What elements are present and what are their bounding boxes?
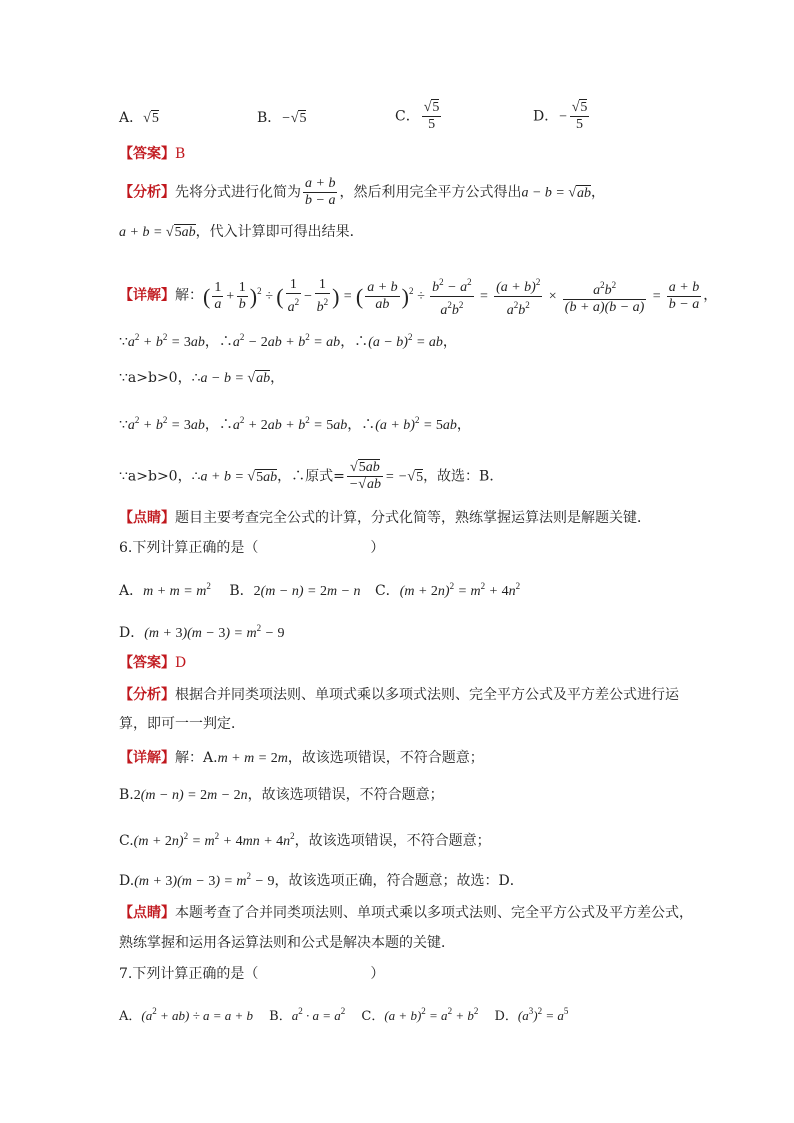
q7-option-c[interactable]: C．$(a + b)^2 = a^2 + b^2$ [361,1006,479,1024]
q6-detail-a [119,748,484,769]
detail-label: B. [119,787,134,803]
q6-stem: 6.下列计算正确的是（ ） [119,540,385,556]
detail-tag: 【详解】 [119,287,175,304]
point-text: 本题考查了合并同类项法则、单项式乘以多项式法则、完全平方公式及平方差公式， [175,905,693,921]
analysis-tag: 【分析】 [119,184,175,201]
formula: $\frac{√5ab}{-√ab}$ [348,460,381,492]
step-text: ，故选：B． [423,468,504,485]
q7-stem: 7.下列计算正确的是（ ） [119,966,385,982]
q6-point-line1 [119,903,693,923]
q5-point-line [119,508,651,528]
formula: $a^2 + b^2 = 3ab$ [127,332,205,350]
analysis-tag: 【分析】 [119,687,175,703]
detail-text: ，故该选项错误，不符合题意； [247,787,444,803]
q6-analysis-line2: 算，即可一一判定． [119,716,245,732]
answer-tag: 【答案】 [119,146,175,162]
detail-text: ，故该选项正确，符合题意；故选：D． [274,873,524,889]
answer-tag: 【答案】 [119,655,175,671]
analysis-text: 根据合并同类项法则、单项式乘以多项式法则、完全平方公式及平方差公式进行运 [175,687,679,703]
formula: a + b = √5ab [119,225,196,240]
q7-option-d[interactable]: D．$(a^3)^2 = a^5$ [494,1006,569,1024]
step-text: ∵a>b>0，∴ [119,468,201,485]
q7-option-b[interactable]: B．$a^2 \cdot a = a^2$ [269,1006,346,1024]
formula: a − b = √ab [521,185,592,201]
analysis-text: ， [591,184,606,201]
q5-step4 [119,460,503,493]
detail-text: ，故该选项错误，不符合题意； [287,750,484,766]
q5-step1: $\because a^2 + b^2 = 3ab$，$\therefore a^2 - 2ab + b^2$ = ab，∴(a − b)$^2$ = ab， [119,332,457,350]
q5-option-a[interactable]: A．√5 [119,110,159,126]
step-text: ，∴ [204,334,233,350]
detail-text: 解：A. [175,750,218,766]
formula: m + m = 2m [217,751,288,766]
step-text: ∵a>b>0，∴ [119,370,201,386]
detail-label: D. [119,873,135,889]
analysis-text: ，代入计算即可得出结果． [195,224,364,240]
q6-detail-c [119,826,491,852]
step-text: ，∴ [340,334,369,350]
step-text: ，∴ [347,417,376,433]
q7-option-a[interactable]: A．$(a^2 + ab) \div a = a + b$ [119,1006,254,1024]
q6-options-row1 [119,576,520,602]
formula: a + b = √5ab [200,469,278,485]
analysis-text: ，然后利用完全平方公式得出 [339,184,522,201]
detail-label: C. [119,833,134,849]
formula: $a^2 - 2ab + b^2$ = ab [232,332,341,350]
q5-option-d[interactable]: D．− $\frac{√5}{5}$ [533,100,588,132]
q6-option-b[interactable]: B．2(m − n) = 2m − n [229,583,361,599]
fraction-a-plus-b-over-b-minus-a: $\frac{a + b}{b - a}$ [305,176,336,208]
q6-analysis-line1 [119,685,679,705]
q6-point-line2: 熟练掌握和运用各运算法则和公式是解决本题的关键． [119,935,455,951]
q6-option-d[interactable]: D．$(m + 3)(m - 3) = m^2 - 9$ [119,623,285,641]
q7-options [119,1001,568,1027]
step-text: ， [270,370,285,386]
step-text: ∵ [119,417,128,433]
q5-answer-line [119,144,185,164]
q5-step3: $\because a^2 + b^2 = 3ab$，$\therefore a^2 + 2ab + b^2 = 5ab$，∴(a + b)$^2$ = 5ab， [119,415,471,433]
q5-detail-line: 【详解】解：( $\frac{1}{a}$ + $\frac{1}{b}$ )$^2$ ÷ ( $\frac{1}{a^2}$ − $\frac{1}{b^2}$ ) = ( $\frac{a + b}{ab}$ )$^2$ ÷ $\frac{b^2 - a^2}{a^2b^2}$ = $\frac{(a + b)^2}{a^2b^2}$ × $\frac{a^2b^2}{(b + a)(b - a)}$ = $\frac{a + b}{b - a}$ ， [119,274,717,319]
point-tag: 【点睛】 [119,510,175,526]
q6-answer-line [119,653,186,673]
formula: = −√5 [384,469,424,485]
formula: $(a - b)^2$ = ab [368,332,443,350]
formula: a − b = √ab [200,371,271,386]
formula: 2(m − n) = 2m − 2n [133,788,248,803]
detail-text: 解： [175,287,203,304]
formula: $a^2 + 2ab + b^2 = 5ab$ [232,415,348,433]
analysis-text: 先将分式进行化简为 [175,184,301,201]
point-tag: 【点睛】 [119,905,175,921]
detail-tag: 【详解】 [119,750,175,766]
step-text: ，∴原式= [277,468,345,485]
step-text: ∵ [119,334,128,350]
q5-step2 [119,368,284,389]
point-text: 题目主要考查完全公式的计算，分式化简等，熟练掌握运算法则是解题关键． [175,510,651,526]
q6-detail-d [119,866,524,892]
q5-analysis-line1 [119,176,605,209]
detail-text: ，故该选项错误，不符合题意； [294,833,491,849]
q6-detail-b [119,785,444,806]
formula: $(m + 3)(m - 3) = m^2 - 9$ [134,871,275,889]
q5-option-c[interactable]: C． $\frac{√5}{5}$ [395,100,440,132]
q5-analysis-line2 [119,222,364,243]
formula: $(a + b)^2 = 5ab$ [375,415,457,433]
q5-options [119,100,679,132]
answer-value: D [175,655,187,671]
detail-formula: ( $\frac{1}{a}$ + $\frac{1}{b}$ )$^2$ ÷ ( $\frac{1}{a^2}$ − $\frac{1}{b^2}$ ) = ( $\frac{a + b}{ab}$ )$^2$ ÷ $\frac{b^2 - a^2}{a^2b^2}$ = $\frac{(a + b)^2}{a^2b^2}$ × $\frac{a^2b^2}{(b + a)(b - a)}$ = $\frac{a + b}{b - a}$ [203,289,703,304]
q6-option-a[interactable]: A．$m + m = m^2$ [119,581,211,599]
answer-value: B [175,146,186,162]
q5-option-b[interactable]: B．−√5 [257,110,307,126]
formula: $(m + 2n)^2 = m^2 + 4mn + 4n^2$ [133,831,295,849]
formula: $a^2 + b^2 = 3ab$ [127,415,205,433]
q6-option-c[interactable]: C．$(m + 2n)^2 = m^2 + 4n^2$ [374,581,521,599]
step-text: ，∴ [204,417,233,433]
